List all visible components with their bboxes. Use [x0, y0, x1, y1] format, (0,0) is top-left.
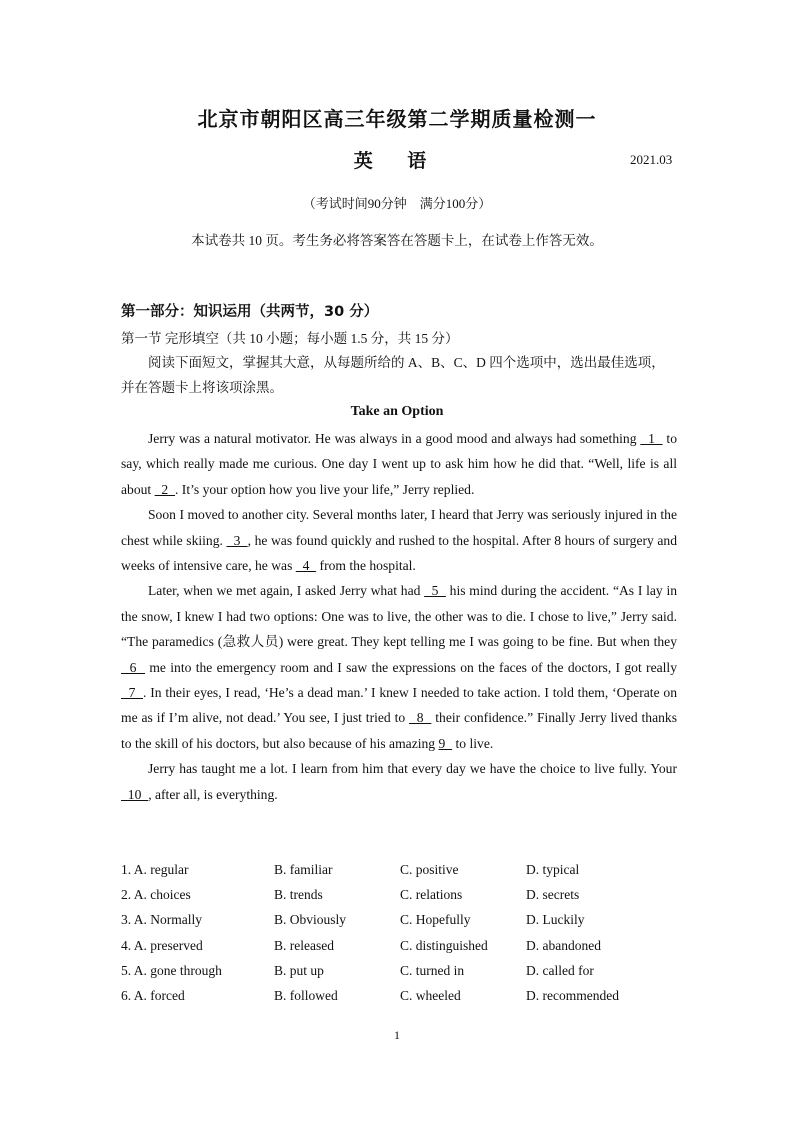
paragraph: [121, 578, 677, 756]
exam-title: 北京市朝阳区高三年级第二学期质量检测一: [197, 107, 597, 131]
option-b: B. released: [274, 937, 334, 953]
exam-info: （考试时间90分钟 满分100分）: [302, 196, 492, 211]
paragraph: [121, 756, 677, 807]
blank-1: 1: [640, 431, 663, 446]
paragraph: [121, 502, 677, 578]
option-b: B. trends: [274, 886, 323, 902]
passage-text: their confidence.” Finally Jerry lived thanks to the skill of his doctors, but also because of his amazing: [121, 710, 677, 751]
option-row: [121, 983, 681, 1008]
option-a: 3. A. Normally: [121, 912, 202, 928]
option-d: D. recommended: [526, 988, 619, 1004]
passage-text: his mind during the accident. “As I lay in the snow, I knew I had two options: One was to live, the other was to die. I chose to live,” Jerry said. “The paramedics (急救人员) were great. They kept telling me I was going to be fine. But when they: [121, 583, 678, 650]
passage-text: . It’s your option how you live your life,” Jerry replied.: [175, 481, 475, 497]
option-c: C. distinguished: [400, 937, 488, 953]
blank-2: 2: [154, 481, 175, 497]
option-c: C. relations: [400, 886, 463, 902]
option-c: C. Hopefully: [400, 912, 471, 928]
option-row: [121, 882, 681, 907]
section-title: 第一节 完形填空（共 10 小题；每小题 1.5 分，共 15 分）: [121, 331, 459, 346]
option-b: B. put up: [274, 962, 324, 978]
paragraph: [121, 426, 677, 502]
blank-4: 4: [295, 558, 317, 574]
blank-9: 9: [438, 735, 453, 751]
blank-7: 7: [121, 685, 144, 701]
option-c: C. positive: [400, 861, 459, 877]
passage-text: Later, when we met again, I asked Jerry what had: [148, 583, 425, 599]
passage-text: , after all, is everything.: [148, 786, 278, 802]
option-a: 2. A. choices: [121, 886, 191, 902]
passage: [121, 426, 677, 807]
passage-text: , he was found quickly and rushed to the hospital. After 8 hours of surgery and weeks of intensive care, he was: [121, 532, 677, 574]
option-d: D. secrets: [526, 886, 580, 902]
passage-text: me into the emergency room and I saw the expressions on the faces of the doctors, I got really: [145, 659, 678, 675]
option-row: [121, 958, 681, 983]
part-title: 第一部分：知识运用（共两节，30 分）: [121, 304, 379, 320]
option-a: 6. A. forced: [121, 988, 185, 1004]
option-b: B. familiar: [274, 861, 333, 877]
option-d: D. Luckily: [526, 912, 585, 928]
exam-notice: 本试卷共 10 页。考生务必将答案答在答题卡上，在试卷上作答无效。: [191, 233, 603, 248]
option-a: 1. A. regular: [121, 861, 189, 877]
subject-title: 英 语: [353, 150, 441, 172]
option-row: [121, 908, 681, 933]
option-row: [121, 933, 681, 958]
passage-text: Jerry has taught me a lot. I learn from him that every day we have the choice to live fully. Your: [148, 761, 677, 777]
passage-text: to live.: [452, 735, 494, 751]
exam-date: 2021.03: [630, 152, 673, 167]
option-a: 4. A. preserved: [121, 937, 203, 953]
instructions: 阅读下面短文，掌握其大意，从每题所给的 A、B、C、D 四个选项中，选出最佳选项，并在答题卡上将该项涂黑。: [121, 355, 665, 395]
passage-text: Soon I moved to another city. Several months later, I heard that Jerry was seriously injured in the chest while skiing.: [121, 507, 677, 548]
option-c: C. turned in: [400, 962, 465, 978]
option-b: B. Obviously: [274, 912, 347, 928]
blank-8: 8: [409, 710, 432, 726]
options-table: [121, 857, 681, 1009]
passage-text: . In their eyes, I read, ‘He’s a dead man.’ I knew I needed to take action. I told them, ‘Operate on me as if I’m alive, not dead.’ You see, I just tried to: [121, 685, 678, 726]
passage-text: to say, which really made me curious. One day I went up to ask him how he did that. “Well, life is all about: [121, 431, 677, 497]
passage-title: Take an Option: [350, 404, 444, 419]
blank-3: 3: [226, 532, 248, 548]
option-d: D. typical: [526, 861, 580, 877]
blank-5: 5: [424, 583, 446, 599]
option-d: D. abandoned: [526, 937, 601, 953]
passage-text: Jerry was a natural motivator. He was always in a good mood and always had something: [148, 431, 641, 446]
option-row: [121, 857, 681, 882]
option-d: D. called for: [526, 962, 594, 978]
passage-text: from the hospital.: [316, 558, 416, 574]
option-b: B. followed: [274, 988, 338, 1004]
option-c: C. wheeled: [400, 988, 461, 1004]
option-a: 5. A. gone through: [121, 962, 222, 978]
blank-10: 10: [121, 786, 149, 802]
blank-6: 6: [121, 659, 146, 675]
page-number: 1: [394, 1028, 400, 1042]
